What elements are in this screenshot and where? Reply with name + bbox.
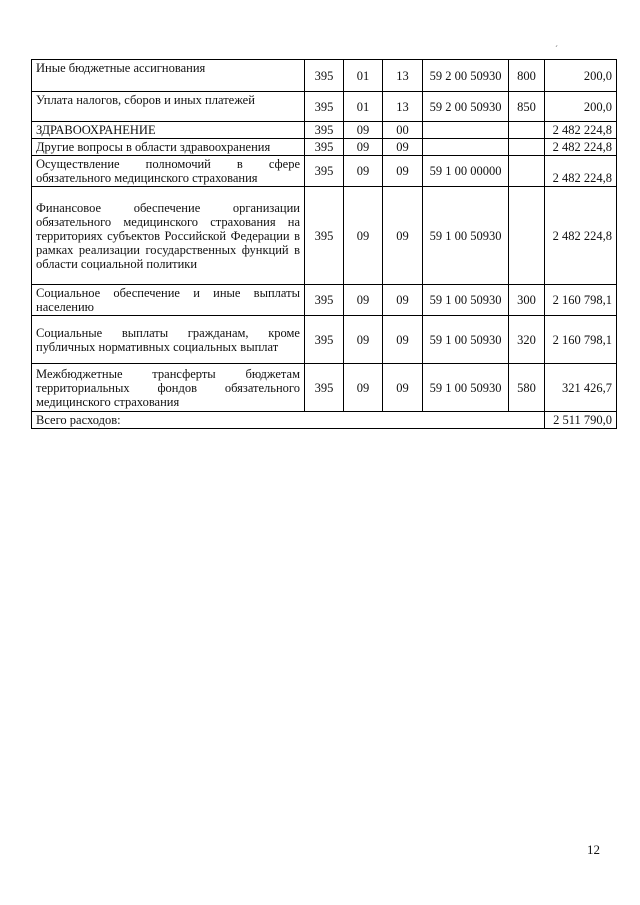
corner-mark: ´ xyxy=(555,44,558,54)
subsection-code: 09 xyxy=(383,285,423,316)
table-row xyxy=(32,316,617,364)
amount: 2 160 798,1 xyxy=(545,316,617,364)
target-article-code: 59 1 00 50930 xyxy=(423,364,509,412)
subsection-code: 09 xyxy=(383,316,423,364)
subsection-code: 13 xyxy=(383,92,423,122)
row-description: Социальные выплаты гражданам, кроме публичных нормативных социальных выплат xyxy=(32,316,305,364)
subsection-code: 09 xyxy=(383,187,423,285)
section-code: 09 xyxy=(344,316,383,364)
grbs-code: 395 xyxy=(305,139,344,156)
section-code: 01 xyxy=(344,60,383,92)
expense-type-code: 300 xyxy=(509,285,545,316)
target-article-code xyxy=(423,122,509,139)
expense-type-code xyxy=(509,139,545,156)
total-amount: 2 511 790,0 xyxy=(545,412,617,429)
row-description: Межбюджетные трансферты бюджетам территориальных фондов обязательного медицинского страхования xyxy=(32,364,305,412)
amount: 321 426,7 xyxy=(545,364,617,412)
table-row xyxy=(32,285,617,316)
subsection-code: 09 xyxy=(383,139,423,156)
grbs-code: 395 xyxy=(305,122,344,139)
section-code: 09 xyxy=(344,364,383,412)
budget-expenditure-table xyxy=(31,59,617,429)
table-row xyxy=(32,122,617,139)
row-description: Финансовое обеспечение организации обязательного медицинского страхования на территориях субъектов Российской Федерации в рамках реализации государственных функций в области социальной политики xyxy=(32,187,305,285)
target-article-code: 59 2 00 50930 xyxy=(423,92,509,122)
amount: 2 482 224,8 xyxy=(545,122,617,139)
row-description: Уплата налогов, сборов и иных платежей xyxy=(32,92,305,122)
subsection-code: 13 xyxy=(383,60,423,92)
section-code: 09 xyxy=(344,139,383,156)
expense-type-code: 850 xyxy=(509,92,545,122)
expense-type-code xyxy=(509,187,545,285)
subsection-code: 09 xyxy=(383,364,423,412)
section-code: 09 xyxy=(344,156,383,187)
page-number: 12 xyxy=(587,842,600,857)
target-article-code xyxy=(423,139,509,156)
target-article-code: 59 1 00 00000 xyxy=(423,156,509,187)
subsection-code: 09 xyxy=(383,156,423,187)
amount: 200,0 xyxy=(545,92,617,122)
expense-type-code: 800 xyxy=(509,60,545,92)
section-code: 09 xyxy=(344,285,383,316)
expense-type-code: 580 xyxy=(509,364,545,412)
table-row xyxy=(32,187,617,285)
grbs-code: 395 xyxy=(305,187,344,285)
expense-type-code xyxy=(509,122,545,139)
grbs-code: 395 xyxy=(305,364,344,412)
row-description: Иные бюджетные ассигнования xyxy=(32,60,305,92)
table-row xyxy=(32,139,617,156)
table-row xyxy=(32,92,617,122)
amount: 2 482 224,8 xyxy=(545,156,617,187)
row-description: Другие вопросы в области здравоохранения xyxy=(32,139,305,156)
table-row xyxy=(32,364,617,412)
table-row xyxy=(32,60,617,92)
total-label: Всего расходов: xyxy=(32,412,545,429)
target-article-code: 59 1 00 50930 xyxy=(423,187,509,285)
target-article-code: 59 1 00 50930 xyxy=(423,285,509,316)
grbs-code: 395 xyxy=(305,92,344,122)
amount: 200,0 xyxy=(545,60,617,92)
grbs-code: 395 xyxy=(305,156,344,187)
grbs-code: 395 xyxy=(305,60,344,92)
amount: 2 160 798,1 xyxy=(545,285,617,316)
section-code: 01 xyxy=(344,92,383,122)
grbs-code: 395 xyxy=(305,285,344,316)
grbs-code: 395 xyxy=(305,316,344,364)
table-row xyxy=(32,156,617,187)
target-article-code: 59 1 00 50930 xyxy=(423,316,509,364)
expense-type-code: 320 xyxy=(509,316,545,364)
amount: 2 482 224,8 xyxy=(545,187,617,285)
expense-type-code xyxy=(509,156,545,187)
total-row xyxy=(32,412,617,429)
amount: 2 482 224,8 xyxy=(545,139,617,156)
row-description: Осуществление полномочий в сфере обязательного медицинского страхования xyxy=(32,156,305,187)
row-description: Социальное обеспечение и иные выплаты населению xyxy=(32,285,305,316)
section-code: 09 xyxy=(344,187,383,285)
subsection-code: 00 xyxy=(383,122,423,139)
section-code: 09 xyxy=(344,122,383,139)
target-article-code: 59 2 00 50930 xyxy=(423,60,509,92)
row-description: ЗДРАВООХРАНЕНИЕ xyxy=(32,122,305,139)
